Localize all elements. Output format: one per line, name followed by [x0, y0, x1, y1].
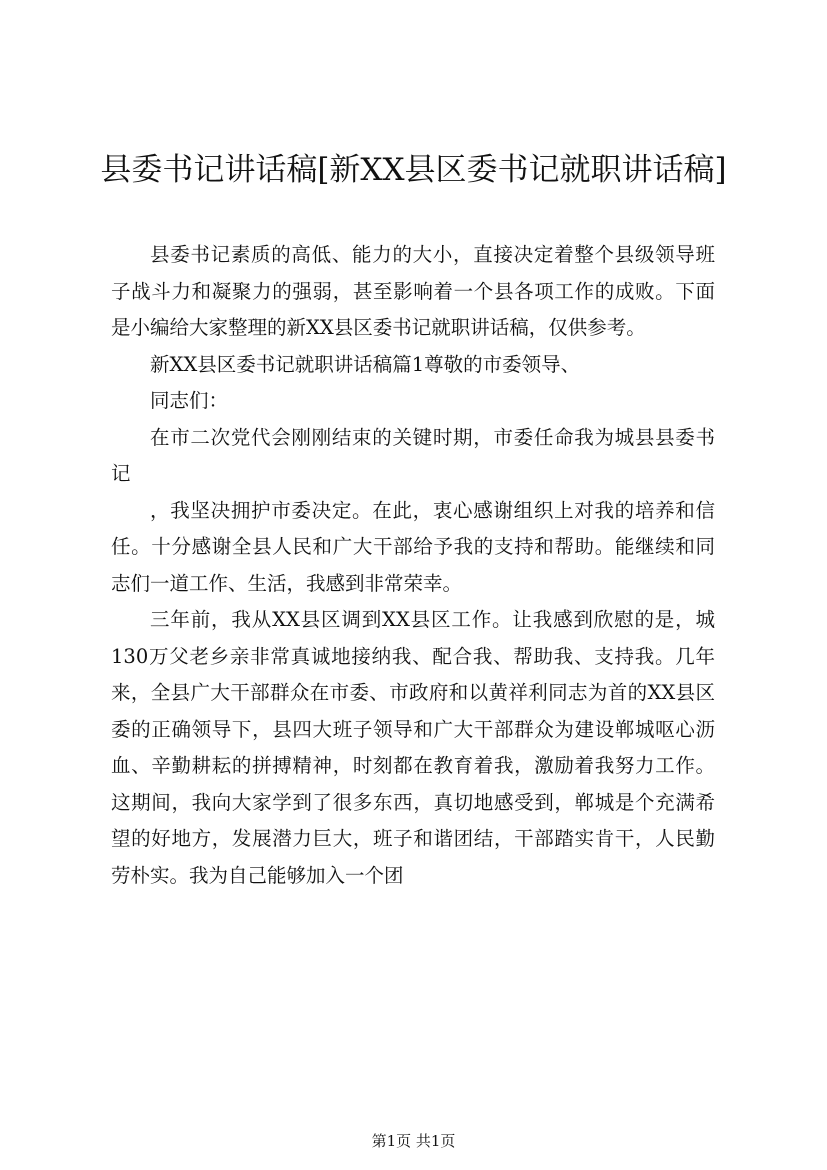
- page-number: 第1页 共1页: [371, 1132, 456, 1150]
- paragraph-thanks: ，我坚决拥护市委决定。在此，衷心感谢组织上对我的培养和信任。十分感谢全县人民和广大干部给予我的支持和帮助。能继续和同志们一道工作、生活，我感到非常荣幸。: [111, 498, 715, 595]
- paragraph-heading: 新XX县区委书记就职讲话稿篇1尊敬的市委领导、: [150, 352, 581, 376]
- paragraph-salutation: 同志们：: [150, 389, 229, 412]
- document-body: [111, 237, 715, 894]
- paragraph-history: 三年前，我从XX县区调到XX县区工作。让我感到欣慰的是，城130万父老乡亲非常真诚地接纳我、配合我、帮助我、支持我。几年来，全县广大干部群众在市委、市政府和以黄祥利同志为首的XX县区委的正确领导下，县四大班子领导和广大干部群众为建设郸城呕心沥血、辛勤耕耘的拼搏精神，时刻都在教育着我，激励着我努力工作。这期间，我向大家学到了很多东西，真切地感受到，郸城是个充满希望的好地方，发展潜力巨大，班子和谐团结，干部踏实肯干，人民勤劳朴实。我为自己能够加入一个团: [111, 608, 715, 887]
- paragraph-appointment: 在市二次党代会刚刚结束的关键时期，市委任命我为城县县委书记: [111, 425, 715, 485]
- paragraph-intro: 县委书记素质的高低、能力的大小，直接决定着整个县级领导班子战斗力和凝聚力的强弱，甚至影响着一个县各项工作的成败。下面是小编给大家整理的新XX县区委书记就职讲话稿，仅供参考。: [111, 243, 715, 339]
- document-title: 县委书记讲话稿[新XX县区委书记就职讲话稿]: [100, 152, 727, 188]
